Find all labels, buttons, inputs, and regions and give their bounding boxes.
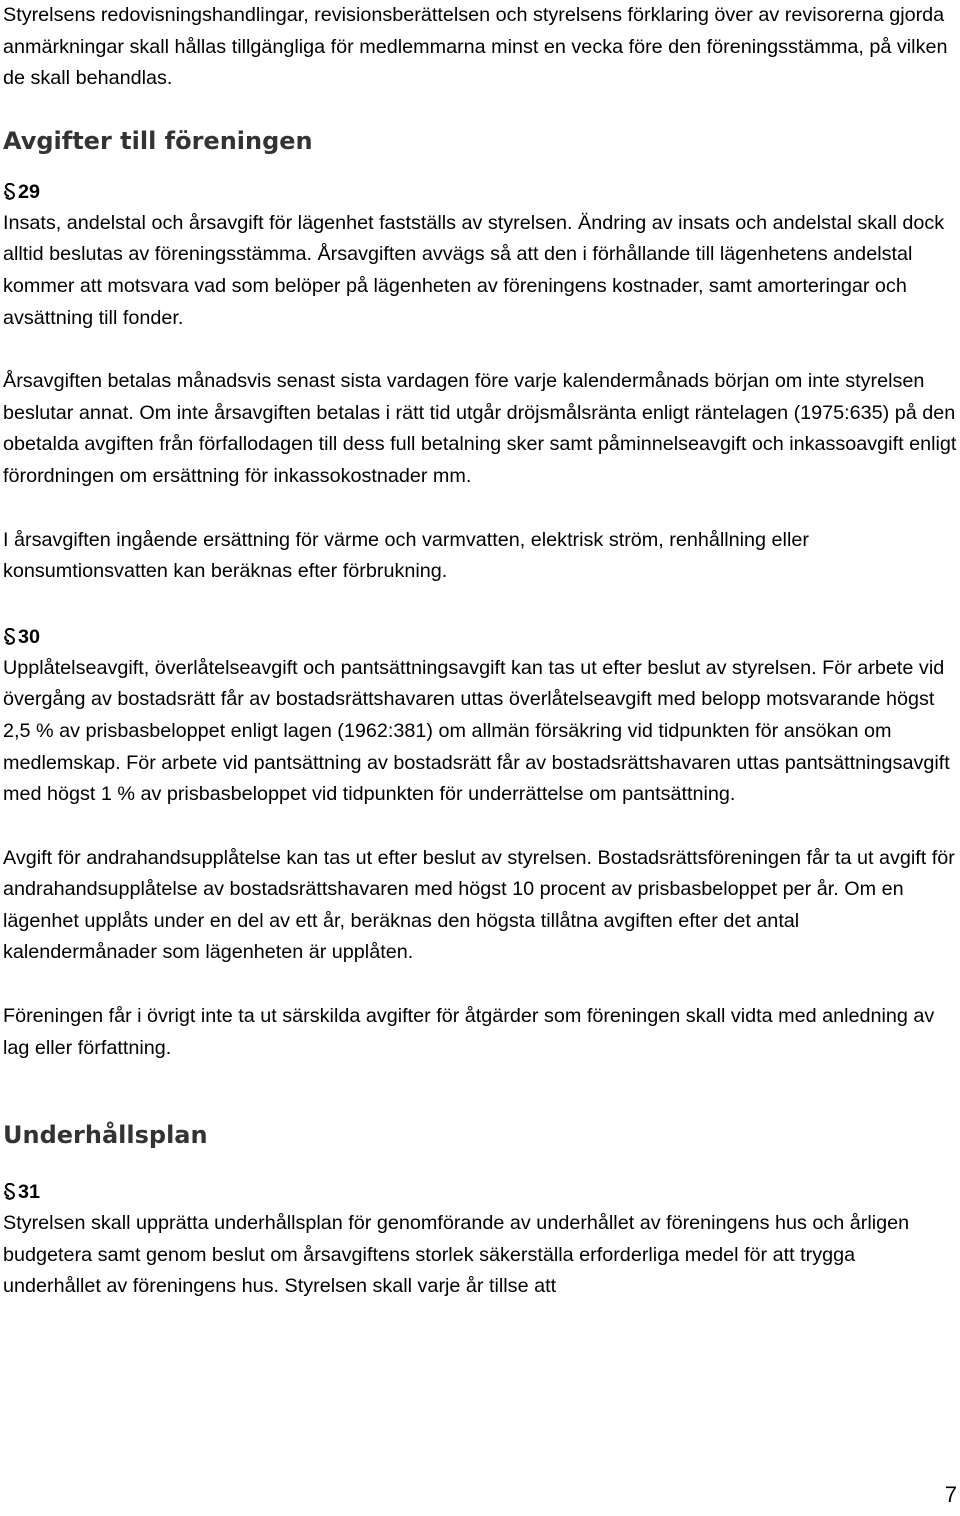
section-29-paragraph-3: I årsavgiften ingående ersättning för värme och varmvatten, elektrisk ström, renhållning eller konsumtionsvatten kan beräknas efter förbrukning. [3,528,809,583]
page-number: 7 [944,1482,957,1507]
section-29-label: 29 [18,180,41,203]
section-30-paragraph-3: Föreningen får i övrigt inte ta ut särskilda avgifter för åtgärder som föreningen skall vidta med anledning av lag eller författning. [3,1005,935,1059]
section-31-label: 31 [18,1181,41,1204]
section-sign-icon [3,1179,17,1205]
section-29-paragraph-2: Årsavgiften betalas månadsvis senast sista vardagen före varje kalendermånads början om inte styrelsen beslutar annat. Om inte årsavgiften betalas i rätt tid utgår dröjsmålsränta enligt räntelagen (1975:635) på den obetalda avgiften från förfallodagen till dess full betalning sker samt påminnelseavgift och inkassoavgift enligt förordningen om ersättning för inkassokostnader mm. [3,370,957,487]
section-sign-icon [3,179,17,205]
section-30-paragraph-2: Avgift för andrahandsupplåtelse kan tas ut efter beslut av styrelsen. Bostadsrättsföreningen får ta ut avgift för andrahandsupplåtelse av bostadsrättshavaren med högst 10 procent av prisbasbeloppet per år. Om en lägenhet upplåts under en del av ett år, beräknas den högsta tillåtna avgiften efter det antal kalendermånader som lägenheten är upplåten. [3,846,955,964]
section-30-number [3,624,957,650]
section-30-label: 30 [18,625,41,648]
heading-fees: Avgifter till föreningen [3,126,313,155]
section-31-paragraph-1: Styrelsen skall upprätta underhållsplan för genomförande av underhållet av föreningens hus och årligen budgetera samt genom beslut om årsavgiftens storlek säkerställa erforderliga medel för att trygga underhållet av föreningens hus. Styrelsen skall varje år tillse att [3,1212,910,1298]
intro-paragraph: Styrelsens redovisningshandlingar, revisionsberättelsen och styrelsens förklaring över av revisorerna gjorda anmärkningar skall hållas tillgängliga för medlemmarna minst en vecka före den föreningsstämma, på vilken de skall behandlas. [3,4,948,90]
heading-maintenance: Underhållsplan [3,1121,208,1150]
section-31-number [3,1179,957,1205]
section-29-number [3,179,957,205]
document-page [3,0,957,1303]
section-30-paragraph-1: Upplåtelseavgift, överlåtelseavgift och pantsättningsavgift kan tas ut efter beslut av styrelsen. För arbete vid övergång av bostadsrätt får av bostadsrättshavaren uttas överlåtelseavgift med belopp motsvarande högst 2,5 % av prisbasbeloppet enligt lagen (1962:381) om allmän försäkring vid tidpunkten för ansökan om medlemskap. För arbete vid pantsättning av bostadsrätt får av bostadsrättshavaren uttas pantsättningsavgift med högst 1 % av prisbasbeloppet vid tidpunkten för underrättelse om pantsättning. [3,656,950,806]
section-sign-icon [3,624,17,650]
section-29-paragraph-1: Insats, andelstal och årsavgift för lägenhet fastställs av styrelsen. Ändring av insats och andelstal skall dock alltid beslutas av föreningsstämma. Årsavgiften avvägs så att den i förhållande till lägenhetens andelstal kommer att motsvara vad som belöper på lägenheten av föreningens kostnader, samt amorteringar och avsättning till fonder. [3,211,945,329]
